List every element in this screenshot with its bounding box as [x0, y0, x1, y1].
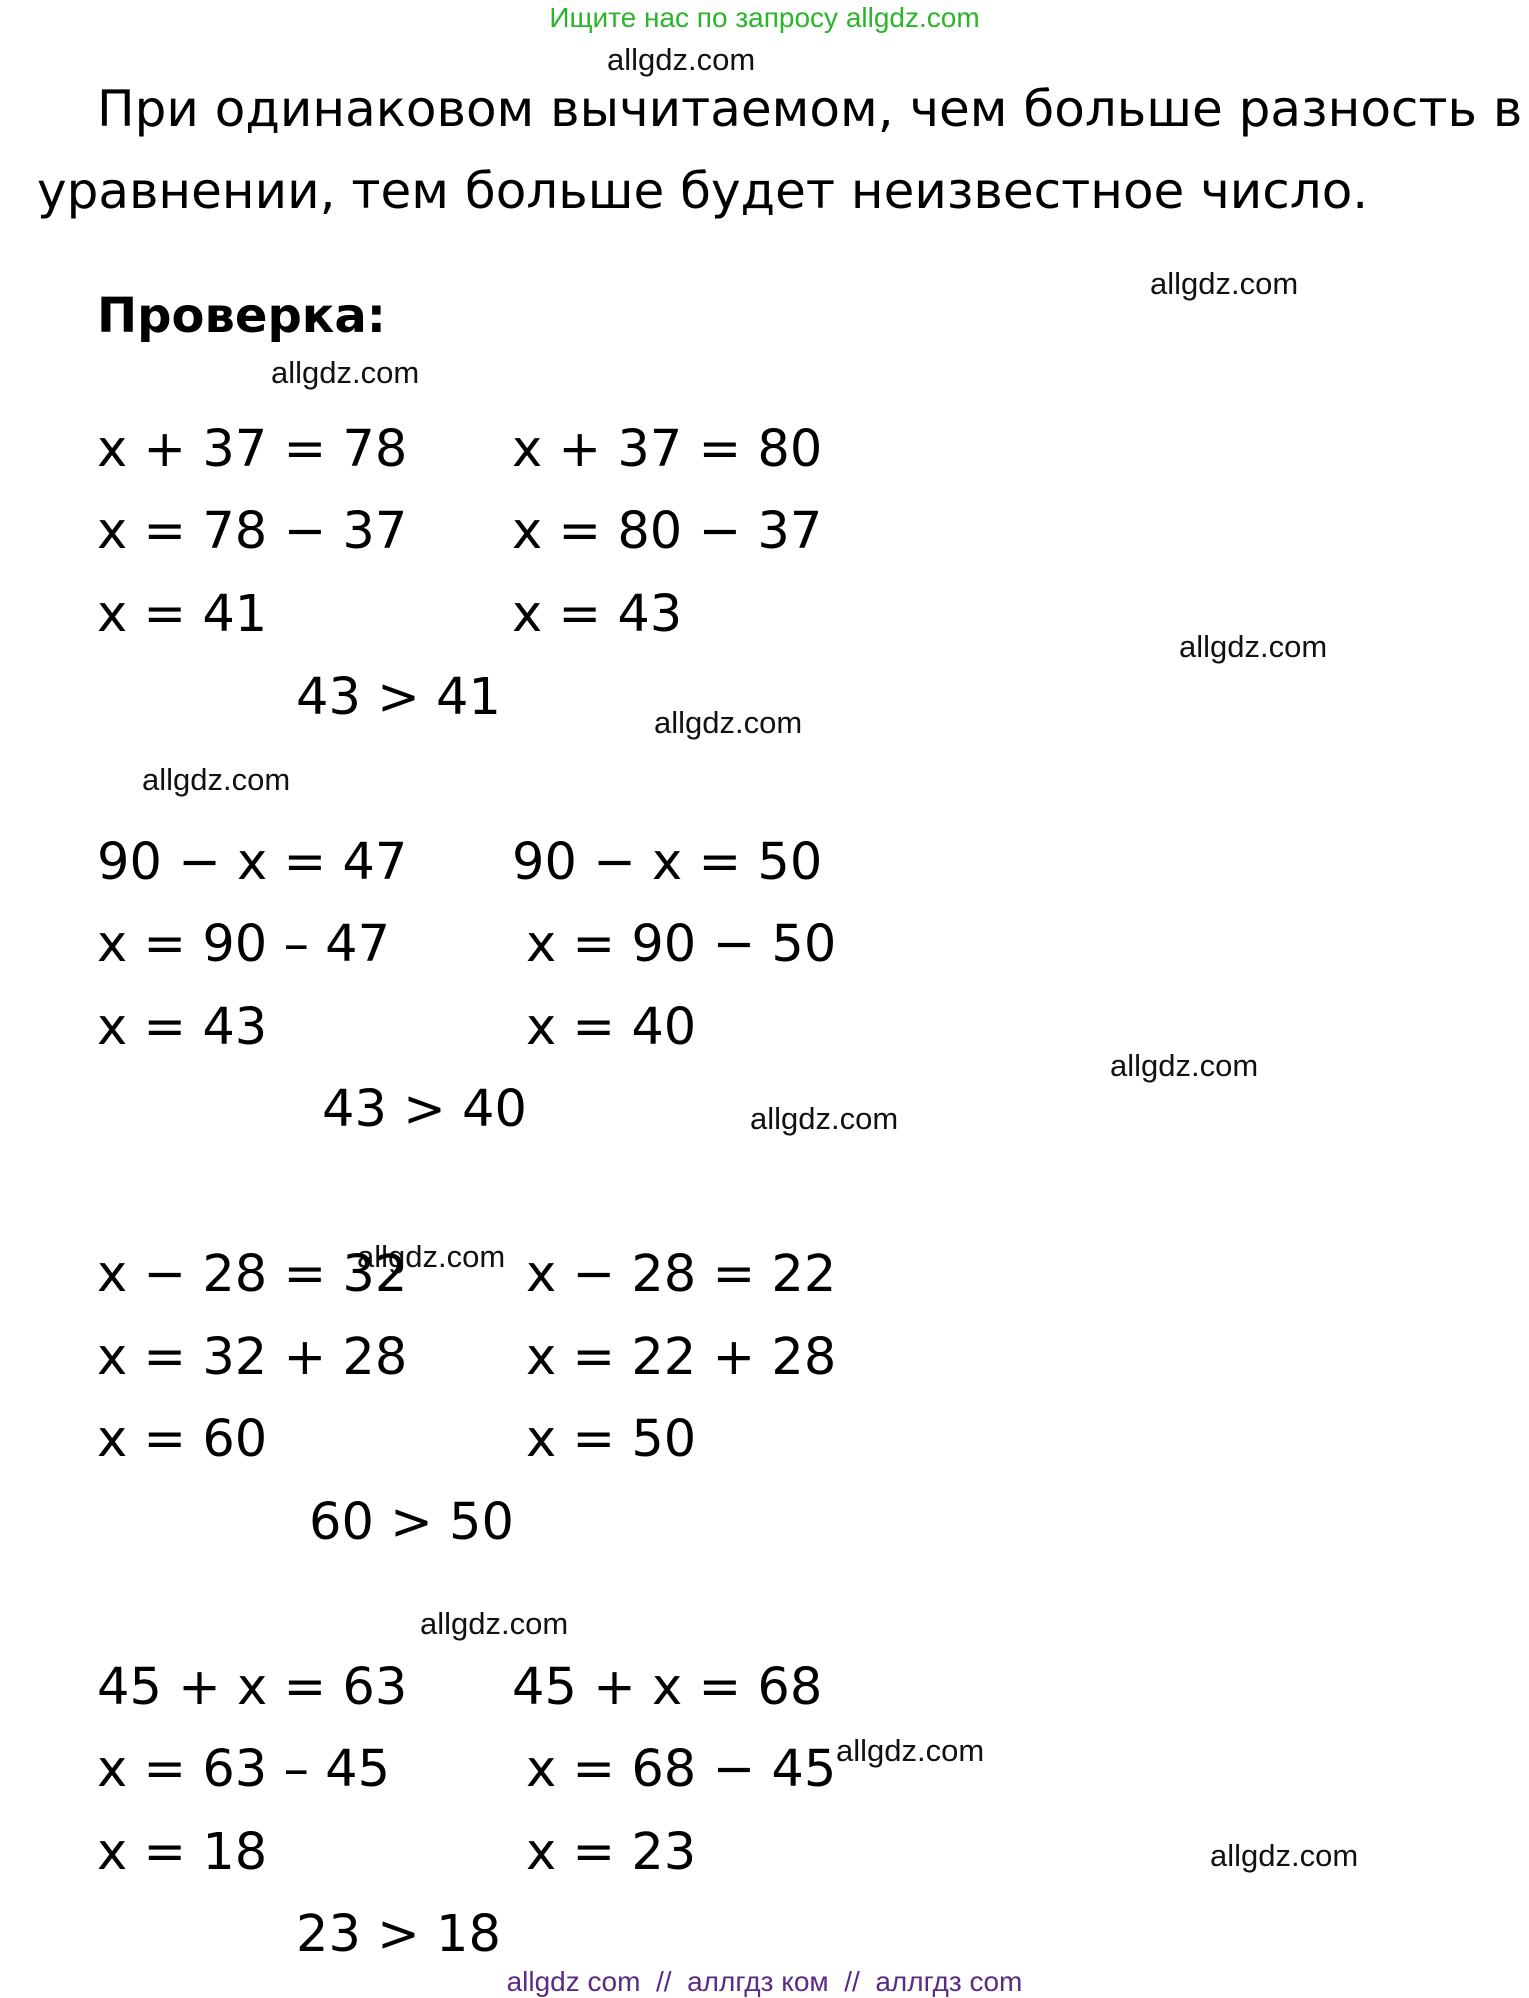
watermark: allgdz.com	[654, 705, 803, 740]
comparison: 23 > 18	[296, 1905, 501, 1964]
equation-line: x = 43	[97, 998, 268, 1057]
watermark: allgdz.com	[607, 42, 756, 77]
equation-line: x = 78 − 37	[97, 502, 408, 561]
equation-line: x + 37 = 80	[512, 420, 823, 479]
equation-line: x = 50	[526, 1410, 697, 1469]
equation-line: x = 32 + 28	[97, 1328, 408, 1387]
equation-line: x = 41	[97, 585, 268, 644]
watermark: allgdz.com	[1150, 266, 1299, 301]
watermark: allgdz.com	[836, 1733, 985, 1768]
comparison: 43 > 40	[322, 1080, 527, 1139]
intro-line-1: При одинаковом вычитаемом, чем больше разность в	[97, 80, 1523, 138]
equation-line: x − 28 = 32	[97, 1245, 408, 1304]
watermark: allgdz.com	[1179, 629, 1328, 664]
equation-line: x + 37 = 78	[97, 420, 408, 479]
watermark: allgdz.com	[271, 355, 420, 390]
equation-line: x = 90 – 47	[97, 915, 391, 974]
equation-line: x = 80 − 37	[512, 502, 823, 561]
comparison: 43 > 41	[296, 668, 501, 727]
equation-line: x = 18	[97, 1823, 268, 1882]
check-heading: Проверка:	[97, 288, 386, 344]
watermark: allgdz.com	[1210, 1838, 1359, 1873]
equation-line: 90 − x = 47	[97, 833, 408, 892]
equation-line: x = 60	[97, 1410, 268, 1469]
equation-line: x = 63 – 45	[97, 1740, 391, 1799]
watermark: allgdz.com	[142, 762, 291, 797]
intro-line-2: уравнении, тем больше будет неизвестное число.	[37, 162, 1369, 220]
equation-line: x = 23	[526, 1823, 697, 1882]
equation-line: 45 + x = 68	[512, 1658, 823, 1717]
search-promo-link[interactable]: Ищите нас по запросу allgdz.com	[549, 2, 980, 33]
footer-links[interactable]: allgdz com // аллгдз ком // аллгдз com	[506, 1966, 1023, 1997]
watermark: allgdz.com	[1110, 1048, 1259, 1083]
equation-line: x − 28 = 22	[526, 1245, 837, 1304]
watermark: allgdz.com	[420, 1606, 569, 1641]
equation-line: x = 90 − 50	[526, 915, 837, 974]
equation-line: x = 43	[512, 585, 683, 644]
watermark: allgdz.com	[750, 1101, 899, 1136]
equation-line: x = 40	[526, 998, 697, 1057]
equation-line: x = 22 + 28	[526, 1328, 837, 1387]
equation-line: 45 + x = 63	[97, 1658, 408, 1717]
equation-line: 90 − x = 50	[512, 833, 823, 892]
watermark: allgdz.com	[357, 1239, 506, 1274]
comparison: 60 > 50	[309, 1493, 514, 1552]
equation-line: x = 68 − 45	[526, 1740, 837, 1799]
